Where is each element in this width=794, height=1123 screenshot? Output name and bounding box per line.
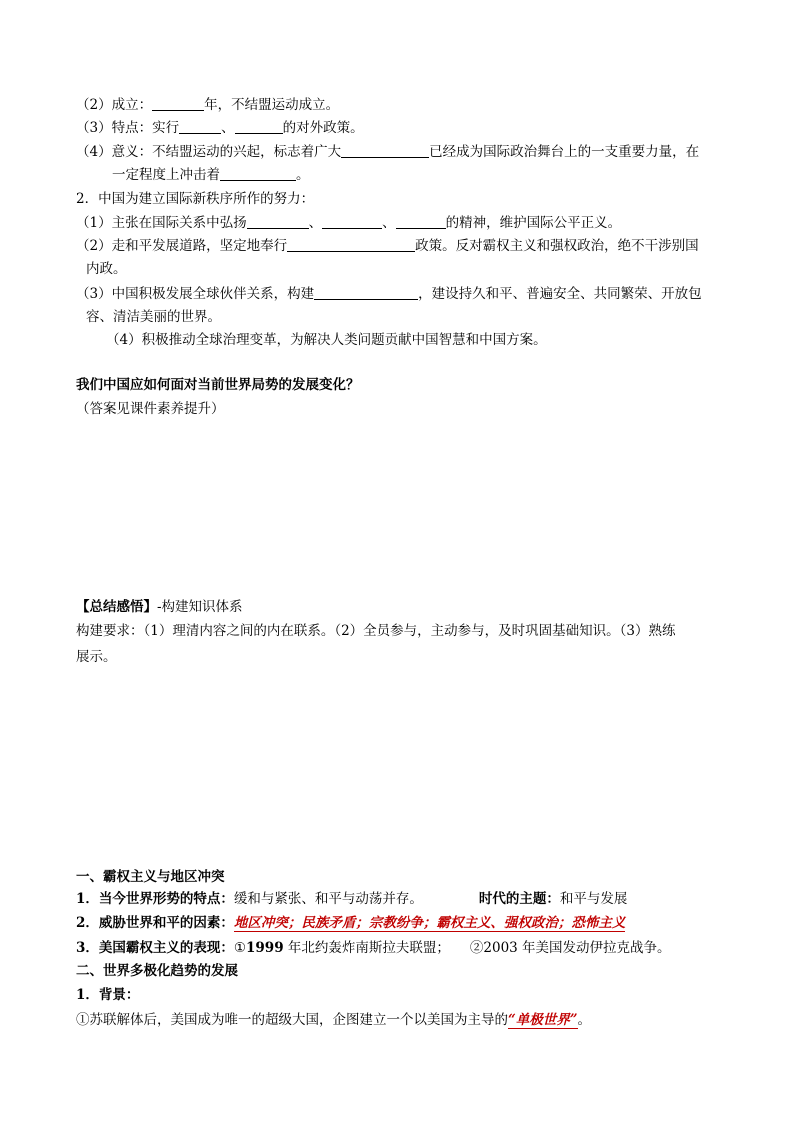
background-title: 1．背景： — [76, 987, 140, 1003]
answer-line-2: 2．威胁世界和平的因素：地区冲突；民族矛盾；宗教纷争；霸权主义、强权政治；恐怖主义 — [76, 915, 626, 931]
item-2-founding: （2）成立： 年，不结盟运动成立。 — [76, 97, 340, 113]
item-3-features: （3）特点：实行 、 的对外政策。 — [76, 120, 364, 136]
china-item-2: （2）走和平发展道路，坚定地奉行 政策。反对霸权主义和强权政治，绝不干涉别国 — [76, 238, 699, 254]
china-item-2-cont: 内政。 — [86, 261, 127, 277]
blank-community[interactable] — [314, 285, 418, 300]
part-1-title: 一、霸权主义与地区冲突 — [76, 869, 225, 885]
china-item-3: （3）中国积极发展全球伙伴关系，构建 ，建设持久和平、普遍安全、共同繁荣、开放包 — [76, 286, 702, 302]
blank-spirit-2[interactable] — [322, 214, 382, 229]
blank-feature-1[interactable] — [179, 119, 221, 134]
blank-feature-2[interactable] — [235, 119, 283, 134]
summary-requirements: 构建要求：（1）理清内容之间的内在联系。（2）全员参与，主动参与，及时巩固基础知识。（3）熟练 — [76, 623, 676, 639]
blank-spirit-3[interactable] — [396, 214, 446, 229]
china-item-3-cont: 容、清洁美丽的世界。 — [86, 309, 221, 325]
blank-significance-2[interactable] — [220, 166, 296, 181]
part-2-title: 二、世界多极化趋势的发展 — [76, 963, 238, 979]
answer-line-3: 3．美国霸权主义的表现：①1999 年北约轰炸南斯拉夫联盟； ②2003 年美国发动伊拉克战争。 — [76, 940, 671, 956]
summary-requirements-cont: 展示。 — [76, 649, 117, 665]
answer-threat-factors: 地区冲突；民族矛盾；宗教纷争；霸权主义、强权政治；恐怖主义 — [233, 915, 626, 931]
question-title: 我们中国应如何面对当前世界局势的发展变化？ — [76, 377, 360, 393]
answer-unipolar-world: “单极世界” — [508, 1012, 578, 1028]
summary-title: 【总结感悟】-构建知识体系 — [76, 599, 243, 615]
answer-line-1: 1．当今世界形势的特点：缓和与紧张、和平与动荡并存。 时代的主题：和平与发展 — [76, 891, 628, 907]
blank-significance-1[interactable] — [341, 143, 429, 158]
item-4-significance: （4）意义：不结盟运动的兴起，标志着广大 已经成为国际政治舞台上的一支重要力量，在 — [76, 144, 700, 160]
background-line: ①苏联解体后，美国成为唯一的超级大国，企图建立一个以美国为主导的“单极世界”。 — [76, 1012, 592, 1028]
item-4-significance-cont: 一定程度上冲击着 。 — [112, 167, 310, 183]
blank-policy[interactable] — [287, 237, 415, 252]
question-note: （答案见课件素养提升） — [76, 401, 225, 417]
china-item-1: （1）主张在国际关系中弘扬 、 、 的精神，维护国际公平正义。 — [76, 215, 622, 231]
china-efforts-heading: 2．中国为建立国际新秩序所作的努力： — [76, 191, 315, 207]
blank-year[interactable] — [152, 96, 204, 111]
china-item-4: （4）积极推动全球治理变革，为解决人类问题贡献中国智慧和中国方案。 — [106, 332, 547, 348]
blank-spirit-1[interactable] — [247, 214, 309, 229]
